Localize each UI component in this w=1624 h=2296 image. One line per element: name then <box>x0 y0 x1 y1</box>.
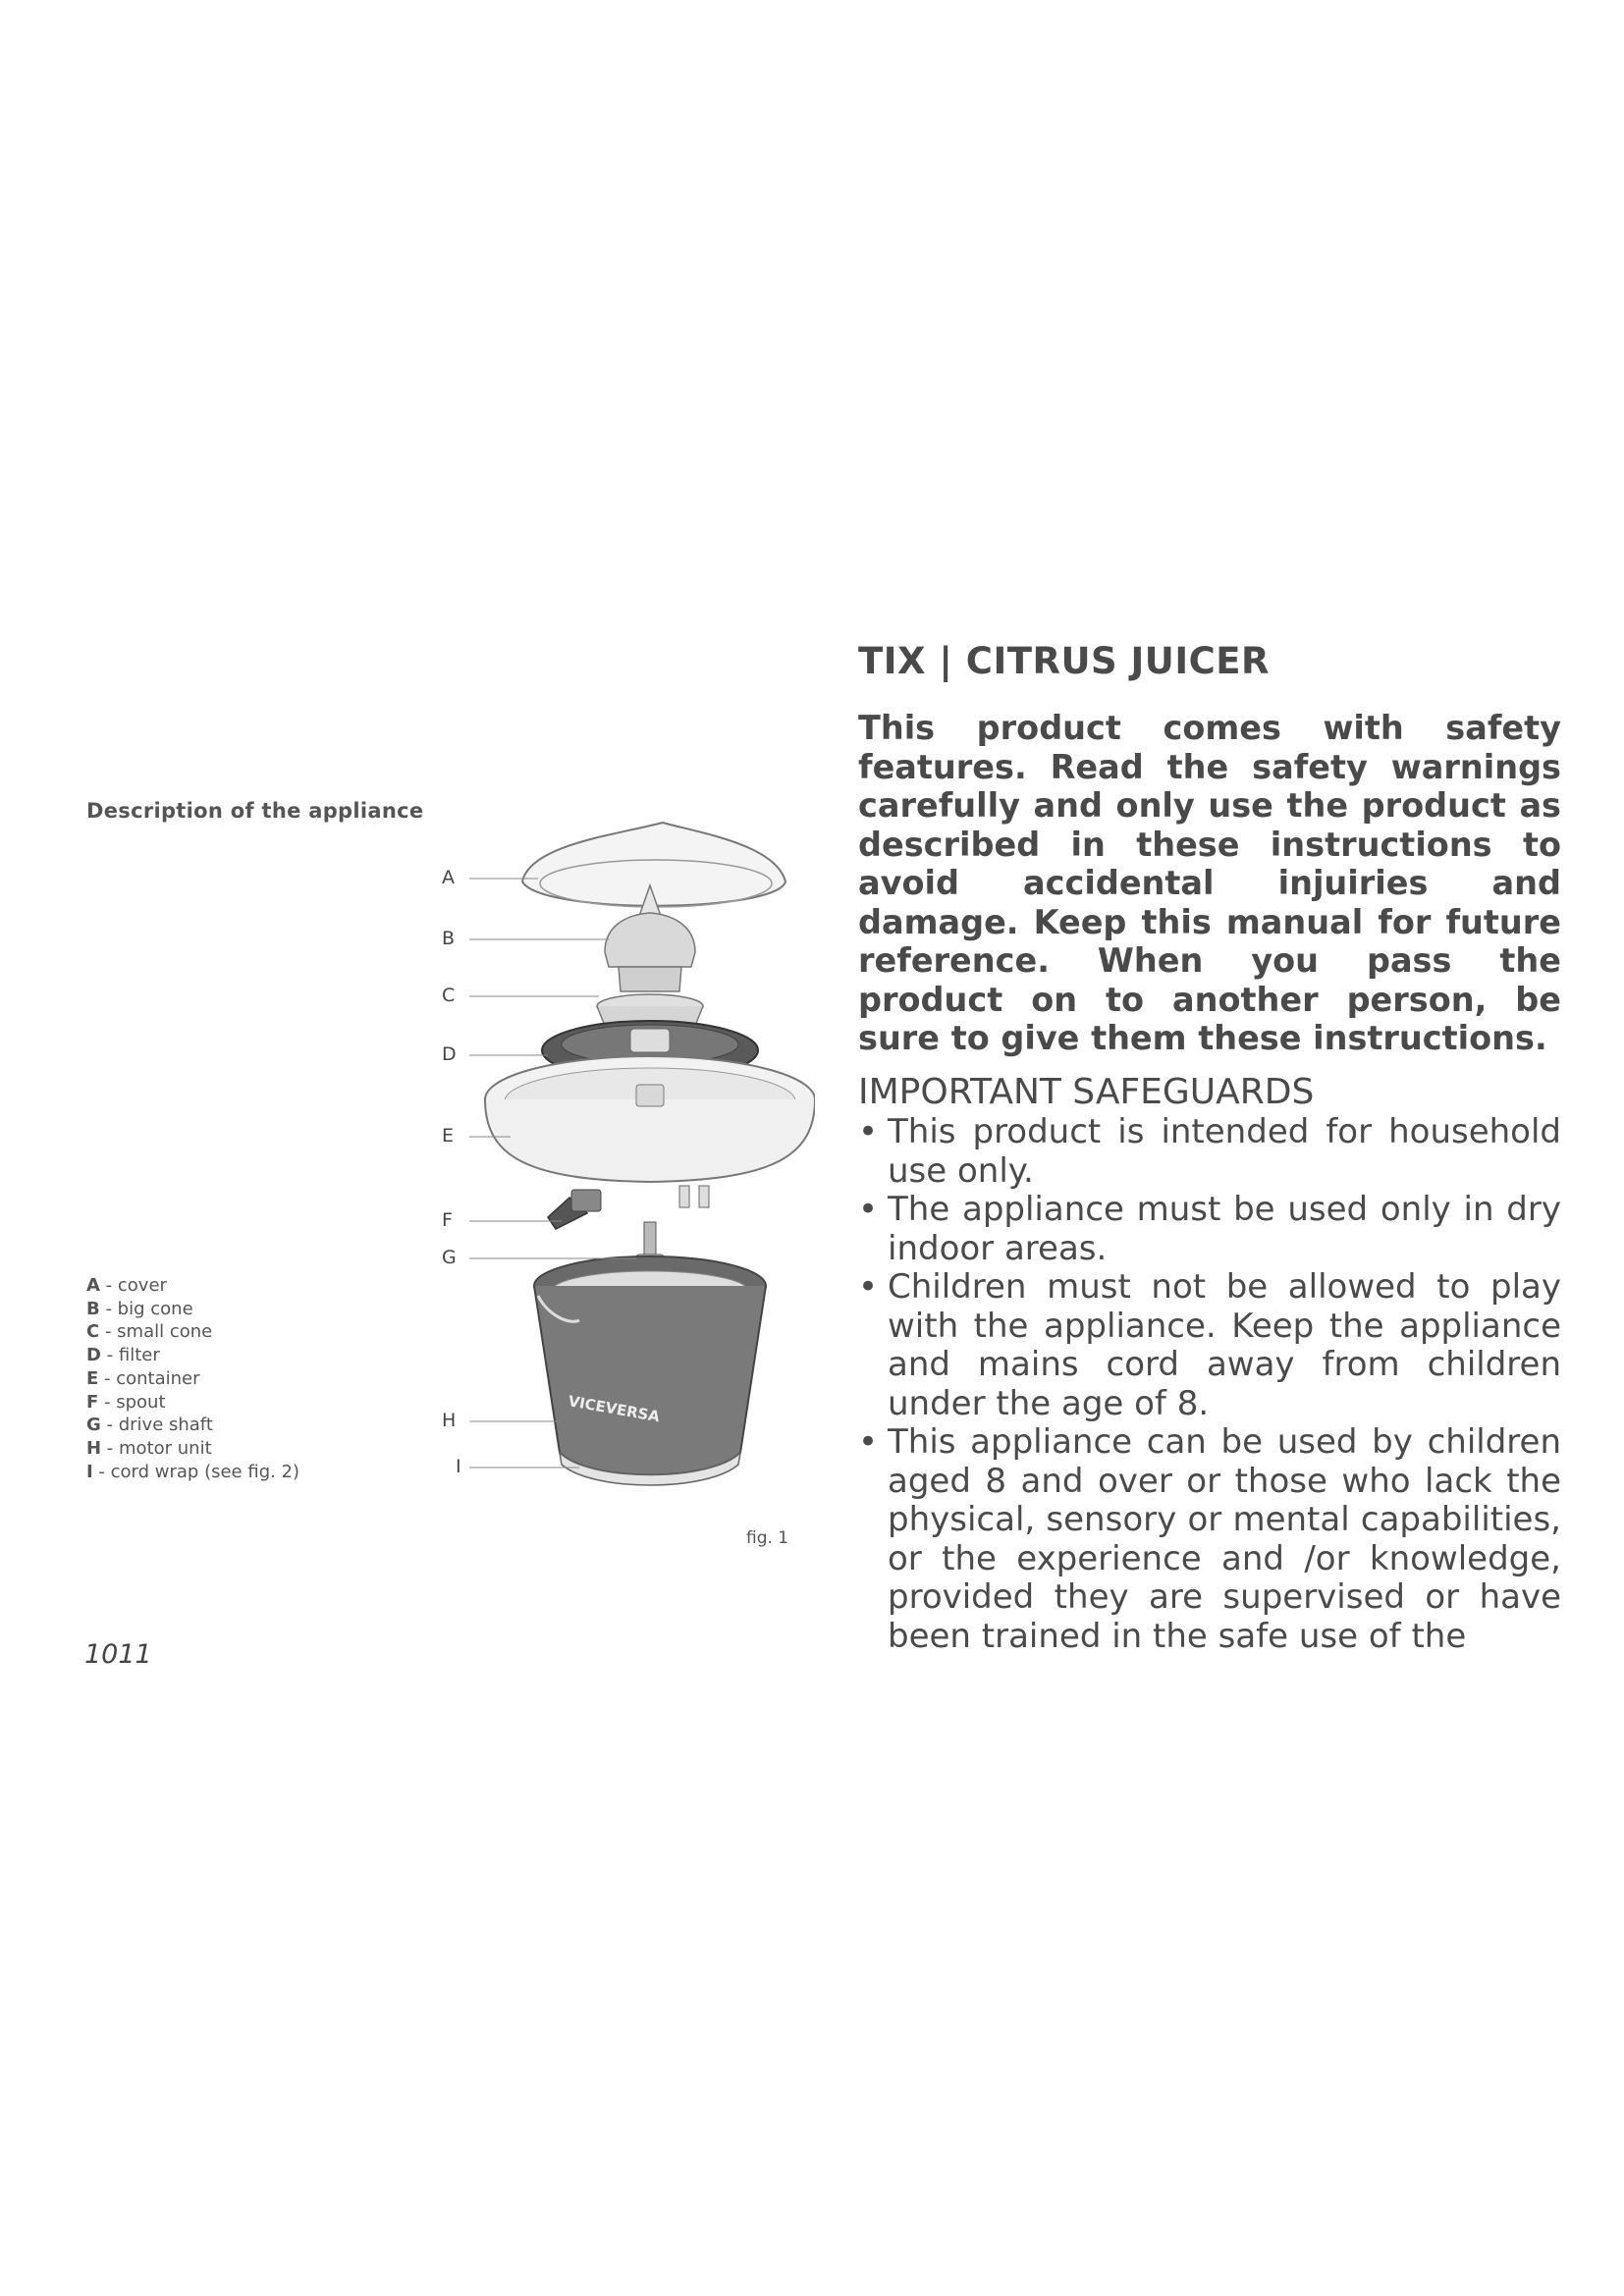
list-item: • This product is intended for household use only. <box>858 1113 1561 1191</box>
juicer-exploded-diagram <box>422 805 815 1551</box>
list-item: • Children must not be allowed to play with the appliance. Keep the appliance and mains cord away from children under the age of 8. <box>858 1268 1561 1423</box>
list-item: • This appliance can be used by children aged 8 and over or those who lack the physical, sensory or mental capabilities, or the experience and /or knowledge, provided they are supervised or have been trained in the safe use of the <box>858 1423 1561 1656</box>
spout-part <box>548 1186 709 1229</box>
figure-label-b: B <box>442 928 456 949</box>
motor-unit-part <box>534 1256 766 1485</box>
list-item: F - spout <box>86 1391 166 1413</box>
list-item: D - filter <box>86 1345 160 1366</box>
figure-label-h: H <box>442 1410 457 1431</box>
list-item: A - cover <box>86 1275 167 1296</box>
list-item: • The appliance must be used only in dry indoor areas. <box>858 1191 1561 1268</box>
list-item: G - drive shaft <box>86 1415 213 1436</box>
list-item: H - motor unit <box>86 1437 212 1459</box>
safeguards-list <box>858 1113 1561 1656</box>
figure-label-a: A <box>442 867 455 888</box>
brand-logo: VICEVERSA <box>567 1392 662 1426</box>
parts-list <box>86 1274 299 1483</box>
page-number: 1011 <box>84 1639 152 1670</box>
container-part <box>485 1056 815 1182</box>
figure-label-i: I <box>456 1456 461 1477</box>
safeguards-heading: IMPORTANT SAFEGUARDS <box>858 1072 1315 1112</box>
figure-label-c: C <box>442 985 456 1006</box>
figure-label-f: F <box>442 1209 453 1231</box>
list-item: I - cord wrap (see fig. 2) <box>86 1461 300 1482</box>
page-title: TIX | CITRUS JUICER <box>858 640 1271 682</box>
figure-caption: fig. 1 <box>746 1528 789 1548</box>
figure-label-e: E <box>442 1125 455 1147</box>
list-item: C - small cone <box>86 1321 213 1343</box>
list-item: E - container <box>86 1367 200 1389</box>
list-item: B - big cone <box>86 1298 193 1319</box>
description-heading: Description of the appliance <box>86 799 424 823</box>
figure-label-d: D <box>442 1043 457 1065</box>
safety-intro-paragraph: This product comes with safety features. Read the safety warnings carefully and only use the product as described in these instructions to avoid accidental injuiries and damage. Keep this manual for future reference. When you pass the product on to another person, be sure to give them these instructions. <box>858 709 1561 1057</box>
figure-label-g: G <box>442 1247 457 1268</box>
